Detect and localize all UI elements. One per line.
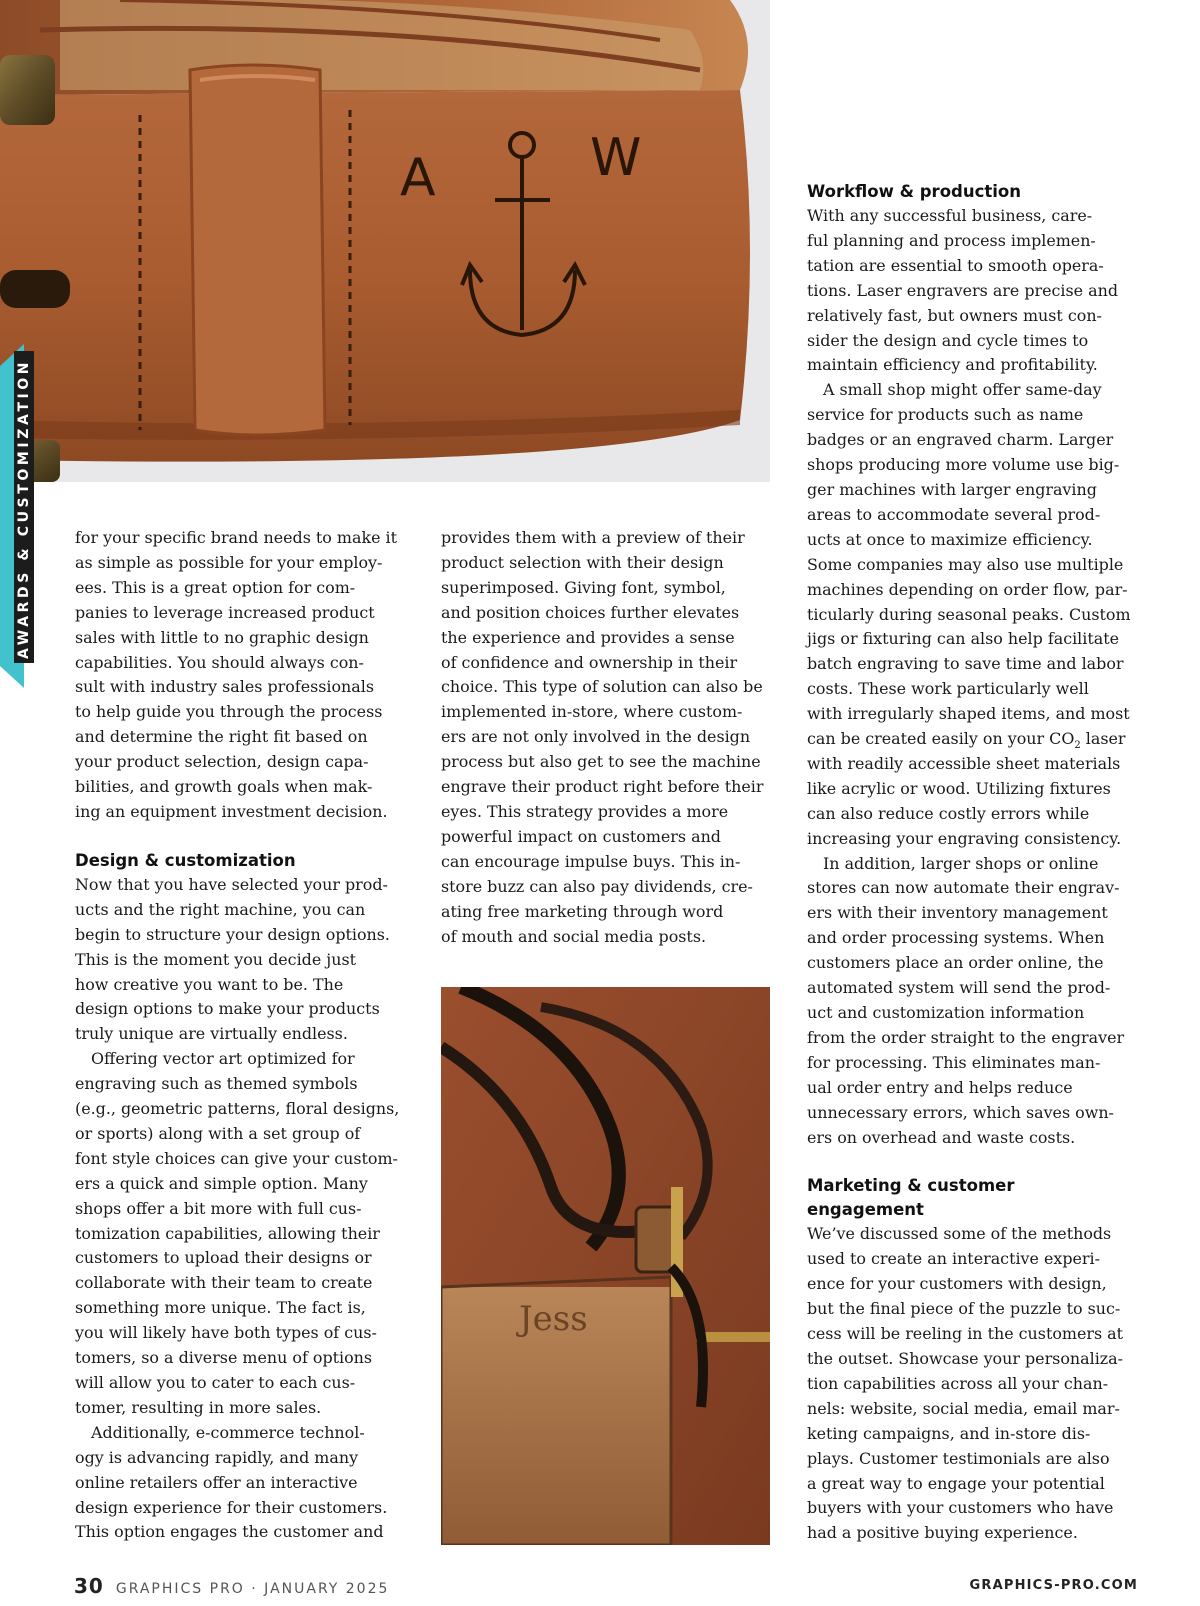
text-line: online retailers offer an interactive <box>75 1472 358 1492</box>
text-line: batch engraving to save time and labor <box>807 654 1124 674</box>
text-line: as simple as possible for your employ- <box>75 552 383 572</box>
text-line-co2 <box>807 727 1137 752</box>
text-line: collaborate with their team to create <box>75 1273 373 1293</box>
column-3 <box>807 180 1137 1546</box>
col3-paragraph-4 <box>807 1222 1137 1546</box>
text-line: capabilities. You should always con- <box>75 652 364 672</box>
text-line: ers are not only involved in the design <box>441 727 751 747</box>
text-line: ticularly during seasonal peaks. Custom <box>807 604 1131 624</box>
publication-line: GRAPHICS PRO · JANUARY 2025 <box>115 1581 390 1597</box>
text-line: In addition, larger shops or online <box>823 853 1099 873</box>
text-line: relatively fast, but owners must con- <box>807 305 1102 325</box>
text-line: nels: website, social media, email mar- <box>807 1398 1120 1418</box>
text-line: Some companies may also use multiple <box>807 554 1124 574</box>
text-line: tions. Laser engravers are precise and <box>807 280 1118 300</box>
col3-paragraph-1 <box>807 204 1137 378</box>
text-line: a great way to engage your potential <box>807 1473 1105 1493</box>
text-line: how creative you want to be. The <box>75 974 344 994</box>
text-line: ers on overhead and waste costs. <box>807 1127 1076 1147</box>
text-line: eyes. This strategy provides a more <box>441 801 729 821</box>
text-line: This option engages the customer and <box>75 1522 384 1542</box>
text-line: ual order entry and helps reduce <box>807 1077 1073 1097</box>
text-line: but the final piece of the puzzle to suc- <box>807 1299 1121 1319</box>
column-2 <box>441 526 771 949</box>
text-line: with irregularly shaped items, and most <box>807 704 1130 724</box>
text-line: the outset. Showcase your personaliza- <box>807 1348 1123 1368</box>
text-line: customers to upload their designs or <box>75 1248 372 1268</box>
text-line: Offering vector art optimized for <box>91 1049 355 1069</box>
text-line: ogy is advancing rapidly, and many <box>75 1447 359 1467</box>
text-line: service for products such as name <box>807 405 1084 425</box>
page-number: 30 <box>74 1574 104 1598</box>
text-line: and order processing systems. When <box>807 928 1105 948</box>
text-line: We’ve discussed some of the methods <box>807 1224 1112 1244</box>
text-line: costs. These work particularly well <box>807 679 1089 699</box>
text-line: engraving such as themed symbols <box>75 1074 358 1094</box>
text-line: keting campaigns, and in-store dis- <box>807 1423 1091 1443</box>
text-line: design experience for their customers. <box>75 1497 388 1517</box>
text-line: shops offer a bit more with full cus- <box>75 1198 362 1218</box>
text-fragment: can be created easily on your CO <box>807 729 1075 749</box>
text-line: begin to structure your design options. <box>75 924 390 944</box>
text-line: sales with little to no graphic design <box>75 627 369 647</box>
text-line: design options to make your products <box>75 999 380 1019</box>
text-line: cess will be reeling in the customers at <box>807 1324 1124 1344</box>
subscript: 2 <box>1074 740 1081 752</box>
text-line: A small shop might offer same-day <box>823 380 1102 400</box>
col3-paragraph-3 <box>807 852 1137 1151</box>
text-line: plays. Customer testimonials are also <box>807 1448 1110 1468</box>
text-line: something more unique. The fact is, <box>75 1298 366 1318</box>
bag-photo <box>441 987 770 1545</box>
text-line: ees. This is a great option for com- <box>75 577 356 597</box>
text-line: bilities, and growth goals when mak- <box>75 777 373 797</box>
col2-paragraph-1 <box>441 526 771 949</box>
belt-photo <box>0 0 770 482</box>
text-line: tion capabilities across all your chan- <box>807 1373 1109 1393</box>
text-line: process but also get to see the machine <box>441 752 761 772</box>
belt-engraving-letter-a: A <box>400 148 436 208</box>
text-line: ger machines with larger engraving <box>807 479 1097 499</box>
text-line: badges or an engraved charm. Larger <box>807 430 1114 450</box>
text-line: like acrylic or wood. Utilizing fixtures <box>807 778 1111 798</box>
text-line: jigs or fixturing can also help facilitate <box>807 629 1120 649</box>
col1-paragraph-1 <box>75 526 405 825</box>
text-line: panies to leverage increased product <box>75 602 375 622</box>
text-line: with readily accessible sheet materials <box>807 753 1121 773</box>
text-line: ating free marketing through word <box>441 901 724 921</box>
col1-paragraph-3 <box>75 1047 405 1421</box>
text-line: ers a quick and simple option. Many <box>75 1173 368 1193</box>
text-line: maintain efficiency and profitability. <box>807 355 1098 375</box>
belt-engraving-letter-w: W <box>590 128 642 188</box>
text-line: product selection with their design <box>441 552 724 572</box>
footer-website: GRAPHICS-PRO.COM <box>969 1578 1138 1593</box>
text-line: can also reduce costly errors while <box>807 803 1090 823</box>
text-fragment: laser <box>1080 729 1126 749</box>
text-line: tomization capabilities, allowing their <box>75 1223 380 1243</box>
text-line: store buzz can also pay dividends, cre- <box>441 876 753 896</box>
section-label: AWARDS & CUSTOMIZATION <box>14 351 34 663</box>
text-line: ful planning and process implemen- <box>807 230 1096 250</box>
text-line: to help guide you through the process <box>75 702 383 722</box>
text-line: automated system will send the prod- <box>807 978 1111 998</box>
heading-workflow-production: Workflow & production <box>807 182 1021 201</box>
text-line: and determine the right fit based on <box>75 727 368 747</box>
text-line: superimposed. Giving font, symbol, <box>441 577 726 597</box>
text-line: will allow you to cater to each cus- <box>75 1373 356 1392</box>
engraved-bag-illustration <box>441 987 770 1545</box>
text-line: ucts and the right machine, you can <box>75 899 366 919</box>
text-line: implemented in-store, where custom- <box>441 702 743 722</box>
text-line: ence for your customers with design, <box>807 1274 1107 1294</box>
text-line: stores can now automate their engrav- <box>807 878 1120 898</box>
text-line: engrave their product right before their <box>441 777 764 797</box>
text-line: ers with their inventory management <box>807 903 1108 923</box>
text-line: shops producing more volume use big- <box>807 455 1120 475</box>
text-line: (e.g., geometric patterns, floral designs, <box>75 1099 400 1119</box>
text-line: Now that you have selected your prod- <box>75 874 388 894</box>
bag-engraving-name: Jess <box>519 1299 588 1339</box>
text-line: of mouth and social media posts. <box>441 926 707 946</box>
text-line: from the order straight to the engraver <box>807 1027 1125 1047</box>
text-line: truly unique are virtually endless. <box>75 1024 348 1044</box>
text-line: the experience and provides a sense <box>441 627 735 647</box>
text-line: unnecessary errors, which saves own- <box>807 1102 1114 1122</box>
text-line: tation are essential to smooth opera- <box>807 255 1104 275</box>
text-line: used to create an interactive experi- <box>807 1249 1100 1269</box>
text-line: powerful impact on customers and <box>441 826 721 846</box>
text-line: uct and customization information <box>807 1003 1085 1022</box>
text-line: tomers, so a diverse menu of options <box>75 1348 373 1368</box>
text-line: your product selection, design capa- <box>75 752 369 772</box>
text-line: and position choices further elevates <box>441 602 740 622</box>
text-line: areas to accommodate several prod- <box>807 504 1101 524</box>
text-line: Additionally, e-commerce technol- <box>91 1422 365 1442</box>
col1-paragraph-2 <box>75 873 405 1047</box>
text-line: you will likely have both types of cus- <box>75 1323 377 1343</box>
text-line: This is the moment you decide just <box>75 949 356 969</box>
text-line: customers place an order online, the <box>807 953 1104 973</box>
text-line: font style choices can give your custom- <box>75 1148 398 1168</box>
text-line: ing an equipment investment decision. <box>75 801 388 821</box>
footer-left <box>74 1574 389 1598</box>
text-line: sult with industry sales professionals <box>75 677 374 697</box>
heading-marketing-engagement <box>807 1174 1137 1222</box>
text-line: tomer, resulting in more sales. <box>75 1397 322 1417</box>
heading-line: engagement <box>807 1200 924 1220</box>
text-line: had a positive buying experience. <box>807 1523 1078 1543</box>
engraved-belt-illustration <box>0 0 770 482</box>
text-line: for processing. This eliminates man- <box>807 1052 1101 1072</box>
text-line: increasing your engraving consistency. <box>807 828 1122 848</box>
heading-design-customization: Design & customization <box>75 850 296 870</box>
col1-paragraph-4 <box>75 1421 405 1546</box>
heading-line: Marketing & customer <box>807 1176 1015 1196</box>
text-line: or sports) along with a set group of <box>75 1123 361 1143</box>
text-line: provides them with a preview of their <box>441 528 745 547</box>
col3-paragraph-2 <box>807 378 1137 851</box>
text-line: choice. This type of solution can also be <box>441 677 763 697</box>
text-line: ucts at once to maximize efficiency. <box>807 529 1093 549</box>
text-line: sider the design and cycle times to <box>807 330 1089 350</box>
text-line: can encourage impulse buys. This in- <box>441 851 741 871</box>
text-line: buyers with your customers who have <box>807 1498 1114 1518</box>
column-1 <box>75 526 405 1545</box>
text-line: With any successful business, care- <box>807 206 1093 225</box>
text-line: for your specific brand needs to make it <box>75 528 398 547</box>
text-line: of confidence and ownership in their <box>441 652 738 672</box>
text-line: machines depending on order flow, par- <box>807 579 1128 599</box>
